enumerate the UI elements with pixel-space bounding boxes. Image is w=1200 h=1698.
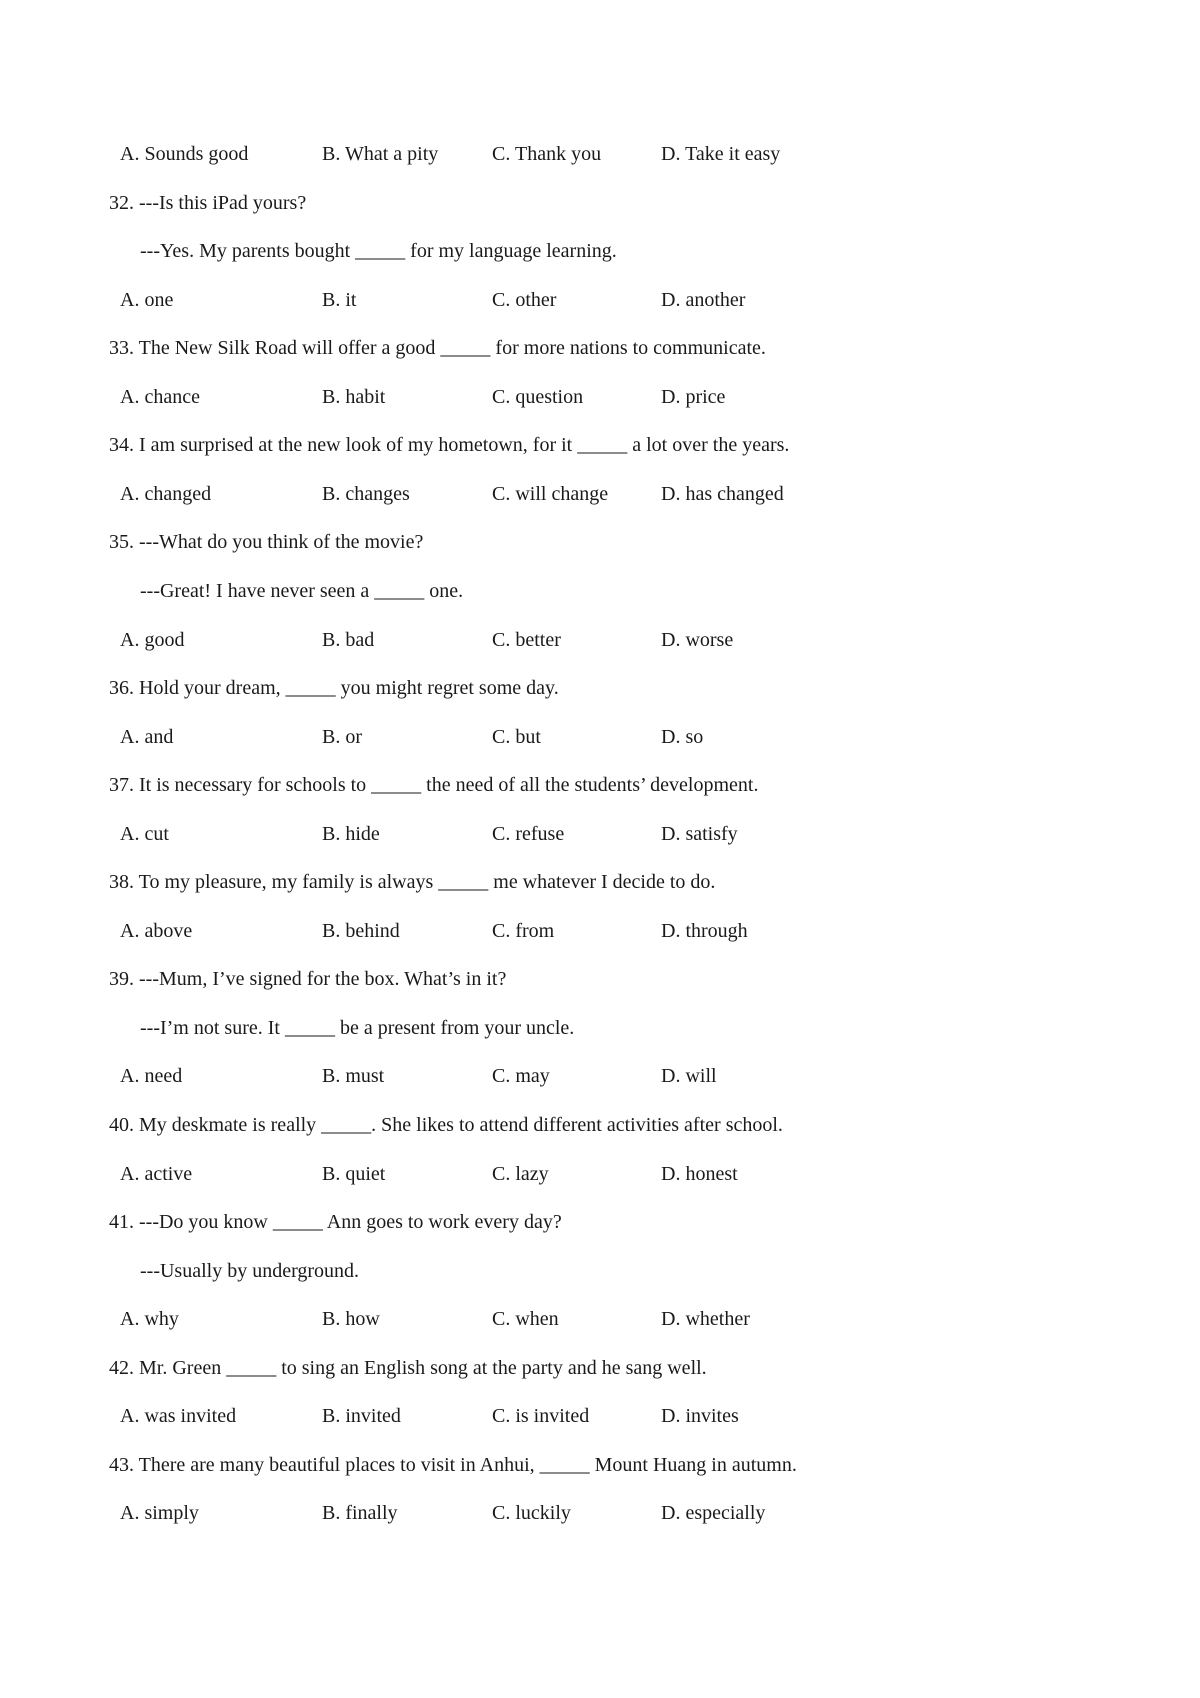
option-c: C. other (492, 289, 557, 311)
option-c: C. question (492, 386, 584, 408)
option-b: B. it (322, 289, 357, 311)
option-d: D. another (661, 289, 746, 311)
option-d: D. honest (661, 1163, 738, 1185)
option-c: C. Thank you (492, 143, 602, 165)
options-row (120, 1499, 880, 1527)
option-b: B. What a pity (322, 143, 439, 165)
option-a: A. need (120, 1065, 183, 1087)
option-d: D. will (661, 1065, 717, 1087)
question-stem: 43. There are many beautiful places to visit in Anhui, _____ Mount Huang in autumn. (109, 1454, 797, 1476)
options-row (120, 820, 880, 848)
question-stem: 36. Hold your dream, _____ you might regret some day. (109, 677, 559, 699)
option-a: A. simply (120, 1502, 199, 1524)
option-c: C. refuse (492, 823, 565, 845)
dialog-line: ---Great! I have never seen a _____ one. (140, 580, 464, 602)
options-row (120, 480, 880, 508)
question-stem: 35. ---What do you think of the movie? (109, 531, 424, 553)
question-stem: 38. To my pleasure, my family is always _____ me whatever I decide to do. (109, 871, 716, 893)
option-a: A. above (120, 920, 193, 942)
option-d: D. whether (661, 1308, 750, 1330)
option-a: A. cut (120, 823, 169, 845)
dialog-line: ---I’m not sure. It _____ be a present from your uncle. (140, 1017, 575, 1039)
option-a: A. good (120, 629, 185, 651)
option-d: D. especially (661, 1502, 766, 1524)
option-c: C. better (492, 629, 561, 651)
options-row (120, 626, 880, 654)
option-b: B. behind (322, 920, 400, 942)
option-b: B. invited (322, 1405, 401, 1427)
option-c: C. lazy (492, 1163, 549, 1185)
question-stem: 34. I am surprised at the new look of my hometown, for it _____ a lot over the years. (109, 434, 790, 456)
option-c: C. is invited (492, 1405, 590, 1427)
option-b: B. finally (322, 1502, 398, 1524)
option-d: D. price (661, 386, 726, 408)
option-a: A. and (120, 726, 174, 748)
option-c: C. will change (492, 483, 609, 505)
option-b: B. how (322, 1308, 380, 1330)
option-b: B. must (322, 1065, 385, 1087)
question-stem: 42. Mr. Green _____ to sing an English song at the party and he sang well. (109, 1357, 707, 1379)
option-a: A. changed (120, 483, 212, 505)
options-row (120, 286, 880, 314)
options-row (120, 1402, 880, 1430)
option-b: B. changes (322, 483, 410, 505)
option-d: D. worse (661, 629, 734, 651)
option-b: B. bad (322, 629, 375, 651)
option-c: C. but (492, 726, 541, 748)
options-row (120, 723, 880, 751)
option-c: C. luckily (492, 1502, 571, 1524)
options-row (120, 1160, 880, 1188)
option-a: A. active (120, 1163, 193, 1185)
question-stem: 39. ---Mum, I’ve signed for the box. What’s in it? (109, 968, 507, 990)
option-b: B. quiet (322, 1163, 386, 1185)
options-row (120, 917, 880, 945)
options-row (120, 140, 880, 168)
option-b: B. hide (322, 823, 380, 845)
option-a: A. why (120, 1308, 179, 1330)
question-stem: 41. ---Do you know _____ Ann goes to work every day? (109, 1211, 562, 1233)
option-a: A. was invited (120, 1405, 237, 1427)
option-c: C. when (492, 1308, 559, 1330)
option-d: D. Take it easy (661, 143, 781, 165)
question-stem: 33. The New Silk Road will offer a good _____ for more nations to communicate. (109, 337, 766, 359)
option-d: D. has changed (661, 483, 784, 505)
dialog-line: ---Yes. My parents bought _____ for my language learning. (140, 240, 617, 262)
option-b: B. habit (322, 386, 386, 408)
options-row (120, 1305, 880, 1333)
question-stem: 40. My deskmate is really _____. She likes to attend different activities after school. (109, 1114, 783, 1136)
option-a: A. one (120, 289, 174, 311)
option-c: C. may (492, 1065, 550, 1087)
question-stem: 37. It is necessary for schools to _____ the need of all the students’ development. (109, 774, 759, 796)
option-a: A. chance (120, 386, 200, 408)
option-d: D. so (661, 726, 704, 748)
option-c: C. from (492, 920, 555, 942)
option-b: B. or (322, 726, 362, 748)
option-d: D. satisfy (661, 823, 738, 845)
option-d: D. through (661, 920, 748, 942)
options-row (120, 1062, 880, 1090)
question-stem: 32. ---Is this iPad yours? (109, 192, 307, 214)
options-row (120, 383, 880, 411)
option-a: A. Sounds good (120, 143, 249, 165)
option-d: D. invites (661, 1405, 739, 1427)
dialog-line: ---Usually by underground. (140, 1260, 360, 1282)
